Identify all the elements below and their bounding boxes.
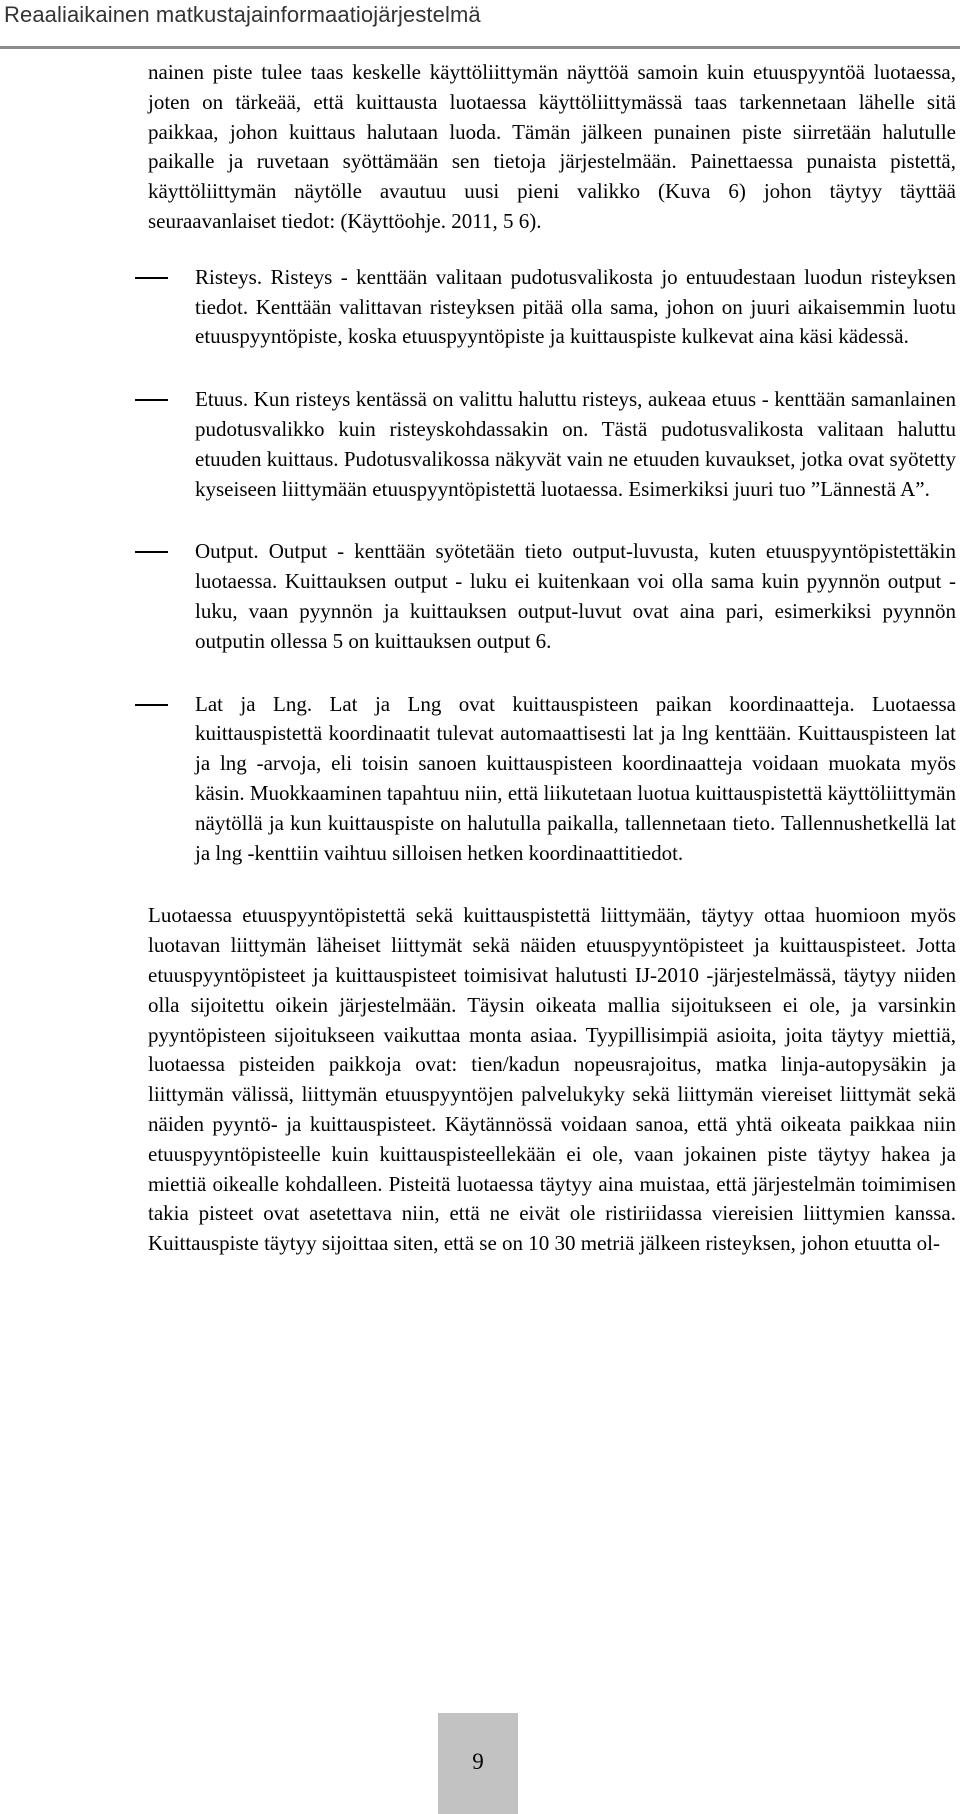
- header-title: Reaaliaikainen matkustajainformaatiojärjestelmä: [4, 2, 481, 27]
- intro-paragraph: nainen piste tulee taas keskelle käyttöliittymän näyttöä samoin kuin etuuspyyntöä luotaessa, joten on tärkeää, että kuittausta luotaessa käyttöliittymässä taas tarkennetaan lähelle sitä paikkaa, johon kuittaus halutaan luoda. Tämän jälkeen punainen piste siirretään halutulle paikalle ja ruvetaan syöttämään sen tietoja järjestelmään. Painettaessa punaista pistettä, käyttöliittymän näytölle avautuu uusi pieni valikko (Kuva 6) johon täytyy täyttää seuraavanlaiset tiedot: (Käyttöohje. 2011, 5 6).: [148, 60, 956, 233]
- closing-paragraph: Luotaessa etuuspyyntöpistettä sekä kuittauspistettä liittymään, täytyy ottaa huomioon myös luotavan liittymän läheiset liittymät sekä näiden etuuspyyntöpisteet ja kuittauspisteet. Jotta etuuspyyntöpisteet ja kuittauspisteet toimisivat halutusti IJ-2010 -järjestelmässä, täytyy niiden olla sijoitettu oikein järjestelmään. Täysin oikeata mallia sijoitukseen ei ole, ja varsinkin pyyntöpisteen sijoitukseen vaikuttaa monta asiaa. Tyypillisimpiä asioita, joita täytyy miettiä, luotaessa pisteiden paikkoja ovat: tien/kadun nopeusrajoitus, matka linja-autopysäkin ja liittymän välissä, liittymän etuuspyyntöjen palvelukyky sekä liittymän viereiset liittymät sekä näiden pyyntö- ja kuittauspisteet. Käytännössä voidaan sanoa, että yhtä oikeata paikkaa niin etuuspyyntöpisteelle kuin kuittauspisteellekään ei ole, vaan jokainen piste täytyy hakea ja miettiä oikealle kohdalleen. Pisteitä luotaessa täytyy aina muistaa, että järjestelmän toimimisen takia pisteet ovat asetettava niin, että ne eivät ole ristiriidassa viereisien liittymien kanssa. Kuittauspiste täytyy sijoittaa siten, että se on 10 30 metriä jälkeen risteyksen, johon etuutta ol-: [148, 903, 956, 1256]
- list-item: [148, 385, 956, 504]
- list-item-text: Risteys. Risteys - kenttään valitaan pudotusvalikosta jo entuudestaan luodun risteyksen tiedot. Kenttään valittavan risteyksen pitää olla sama, johon on juuri aikaisemmin luotu etuuspyyntöpiste, koska etuuspyyntöpiste ja kuittauspiste kulkevat aina käsi kädessä.: [195, 264, 956, 349]
- field-list: [148, 263, 956, 869]
- list-item-text: Output. Output - kenttään syötetään tieto output-luvusta, kuten etuuspyyntöpistettäkin luotaessa. Kuittauksen output - luku ei kuitenkaan voi olla sama kuin pyynnön output - luku, vaan pyynnön ja kuittauksen output-luvut ovat aina pari, esimerkiksi pyynnön outputin ollessa 5 on kuittauksen output 6.: [195, 539, 956, 653]
- page-number: 9: [472, 1749, 484, 1774]
- document-body: [148, 58, 956, 1259]
- list-item-text: Etuus. Kun risteys kentässä on valittu haluttu risteys, aukeaa etuus - kenttään samanlainen pudotusvalikko kuin risteyskohdassakin on. Tästä pudotusvalikosta valitaan haluttu etuuden kuittaus. Pudotusvalikossa näkyvät vain ne etuuden kuvaukset, jotka ovat syötetty kyseiseen liittymään etuuspyyntöpistettä luotaessa. Esimerkiksi juuri tuo ”Lännestä A”.: [195, 387, 956, 501]
- dash-bullet-icon: [135, 399, 168, 401]
- list-item: [148, 537, 956, 656]
- list-item: [148, 263, 956, 352]
- dash-bullet-icon: [135, 551, 168, 553]
- dash-bullet-icon: [135, 277, 168, 279]
- list-item-text: Lat ja Lng. Lat ja Lng ovat kuittauspisteen paikan koordinaatteja. Luotaessa kuittauspistettä koordinaatit tulevat automaattisesti lat ja lng kenttään. Kuittauspisteen lat ja lng -arvoja, eli toisin sanoen kuittauspisteen koordinaatteja voidaan muokata myös käsin. Muokkaaminen tapahtuu niin, että liikutetaan luotua kuittauspistettä käyttöliittymän näytöllä ja kun kuittauspiste on halutulla paikalla, tallennetaan tieto. Tallennushetkellä lat ja lng -kenttiin vaihtuu silloisen hetken koordinaattitiedot.: [195, 691, 956, 865]
- list-item: [148, 690, 956, 869]
- page-number-box: [438, 1713, 518, 1814]
- page-header: [0, 0, 960, 49]
- dash-bullet-icon: [135, 704, 168, 706]
